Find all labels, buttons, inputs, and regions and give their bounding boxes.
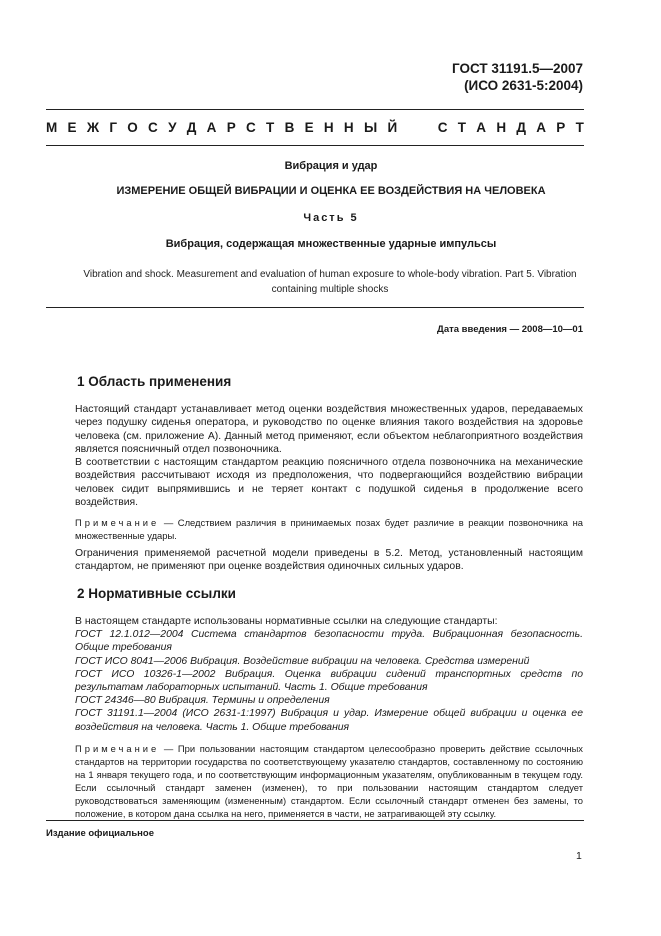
section-1-paragraph-1 [75,403,583,457]
title-part: Часть 5 [303,212,359,224]
title-main: ИЗМЕРЕНИЕ ОБЩЕЙ ВИБРАЦИИ И ОЦЕНКА ЕЕ ВОЗДЕЙСТВИЯ НА ЧЕЛОВЕКА [116,185,546,197]
banner-word-gap [407,120,427,135]
section-1-p3-text: Ограничения применяемой расчетной модели приведены в 5.2. Метод, установленный настоящим стандартом, не применяют при оценке воздействия одиночных сильных ударов. [75,548,583,573]
references-intro: В настоящем стандарте использованы нормативные ссылки на следующие стандарты: [75,616,498,627]
banner-rule [46,145,584,146]
english-title-line2: containing multiple shocks [271,284,389,295]
banner-letter: Т [457,120,466,135]
banner-letter: Н [496,120,507,135]
banner-letter: Р [226,120,236,135]
reference-item: ГОСТ 12.1.012—2004 Система стандартов безопасности труда. Вибрационная безопасность. Общие требования [75,629,583,654]
section-2-note [75,742,583,820]
banner-letter: У [168,120,177,135]
banner-letter: Ы [363,120,378,135]
banner-letter: Ж [86,120,100,135]
english-title [60,267,600,297]
section-2-heading: 2 Нормативные ссылки [77,586,236,601]
reference-item: ГОСТ 31191.1—2004 (ИСО 2631-1:1997) Вибрация и удар. Измерение общей вибрации и оценка ее воздействия на человека. Часть 1. Общие требования [75,708,583,733]
effective-date: Дата введения — 2008—10—01 [437,324,583,335]
top-rule [46,109,584,110]
banner-letter: А [206,120,217,135]
banner-letter: Е [304,120,314,135]
title-group: Вибрация и удар [284,160,378,172]
section-1-p2-text: В соответствии с настоящим стандартом реакцию поясничного отдела позвоночника на механические воздействия рассчитывают исходя из предположения, что подвергающийся воздействию вибрации человек сидит выпрямившись и не теряет контакт с подушкой сиденья в продолжение всего воздействия. [75,457,583,509]
banner-letter: Н [343,120,354,135]
standard-code-iso: (ИСО 2631-5:2004) [464,78,583,93]
banner-letter: С [246,120,256,135]
title-rule [46,307,584,308]
note-label: Примечание [75,517,160,528]
banner-letter: Й [387,120,398,135]
section-1-note [75,516,583,542]
banner-letter: В [284,120,295,135]
banner-letter: А [476,120,487,135]
standard-code-gost: ГОСТ 31191.5—2007 [452,61,583,76]
note-text: — При пользовании настоящим стандартом целесообразно проверить действие ссылочных стандартов на территории государства по соответствующему указателю стандартов, составленному по состоянию на 1 января текущего года, и по соответствующим информационным указателям, опубликованным в текущем году. Если ссылочный стандарт заменен (изменен), то при пользовании настоящим стандартом следует руководствоваться заменяющим (измененным) стандартом. Если ссылочный стандарт отменен без замены, то положение, в котором дана ссылка на него, применяется в части, не затрагивающей эту ссылку. [75,743,583,819]
banner-letter: С [437,120,448,135]
reference-item: ГОСТ ИСО 10326-1—2002 Вибрация. Оценка вибрации сидений транспортных средств по результатам лабораторных испытаний. Часть 1. Общие требования [75,668,583,694]
reference-item: ГОСТ 24346—80 Вибрация. Термины и определения [75,695,330,707]
banner-letter: Д [516,120,526,135]
standard-code [452,60,583,94]
banner-letter: Е [67,120,77,135]
footer-rule [46,820,584,821]
banner-letter: Р [556,120,566,135]
section-1-paragraph-3 [75,547,583,574]
note-text: — Следствием различия в принимаемых позах будет различие в реакции позвоночника на множественные удары. [75,517,583,541]
interstate-standard-banner [46,120,584,135]
english-title-line1: Vibration and shock. Measurement and evaluation of human exposure to whole-body vibration. Part 5. Vibration [83,269,577,280]
section-1-p1-text: Настоящий стандарт устанавливает метод оценки воздействия множественных ударов, передаваемых через подушку сиденья оператора, и руководство по оценке влияния такого воздействия на здоровье человека (см. приложение А). Данный метод применяют, если объектом неблагоприятного воздействия является поясничный отдел позвоночника. [75,404,583,456]
title-subtitle: Вибрация, содержащая множественные ударные импульсы [165,238,497,250]
reference-item: ГОСТ ИСО 8041—2006 Вибрация. Воздействие вибрации на человека. Средства измерений [75,655,530,667]
official-edition-label: Издание официальное [46,828,154,839]
banner-letter: Н [323,120,334,135]
banner-letter: С [148,120,158,135]
banner-letter: О [127,120,138,135]
references-list [75,615,583,734]
banner-letter: Т [575,120,584,135]
page-number: 1 [576,850,582,862]
section-1-paragraph-2 [75,456,583,510]
banner-letter: М [46,120,58,135]
section-1-heading: 1 Область применения [77,374,232,389]
banner-letter: А [536,120,546,135]
note-label: Примечание [75,743,160,754]
banner-letter: Т [266,120,275,135]
banner-letter: Г [109,120,117,135]
banner-letter: Д [186,120,197,135]
